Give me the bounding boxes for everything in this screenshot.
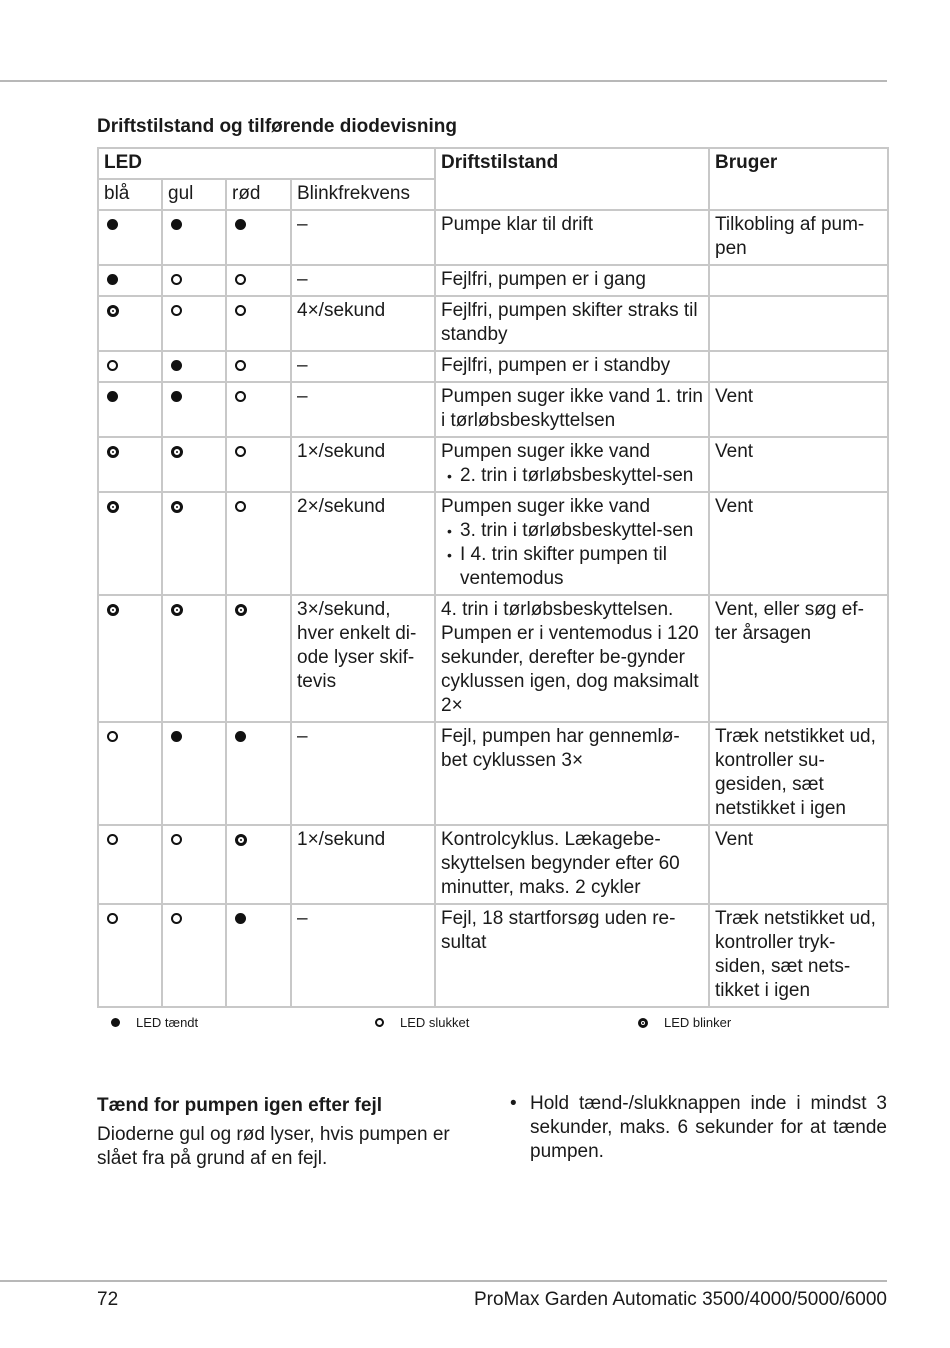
- led-blink-icon: [107, 604, 119, 616]
- led-on-icon: [171, 219, 182, 230]
- led-yellow-cell: [162, 351, 226, 382]
- table-row: [98, 296, 888, 351]
- restart-section: [97, 1094, 477, 1171]
- header-led: LED: [98, 148, 435, 179]
- blink-frequency-cell: –: [291, 210, 435, 265]
- table-row: [98, 722, 888, 825]
- bullet-icon: •: [510, 1093, 517, 1114]
- user-action-cell: Træk netstikket ud, kontroller tryk-siden, sæt nets-tikket i igen: [709, 904, 888, 1007]
- footer-rule: [0, 1280, 887, 1282]
- table-header-row: [98, 148, 888, 179]
- subheader-blink-frequency: Blinkfrekvens: [291, 179, 435, 210]
- led-yellow-cell: [162, 210, 226, 265]
- bullet-icon: •: [447, 523, 452, 539]
- legend-label: LED blinker: [664, 1015, 732, 1030]
- led-on-icon: [235, 219, 246, 230]
- table-row: [98, 351, 888, 382]
- led-off-icon: [107, 360, 118, 371]
- table-row: [98, 492, 888, 595]
- led-red-cell: [226, 210, 291, 265]
- led-yellow-cell: [162, 382, 226, 437]
- led-red-cell: [226, 904, 291, 1007]
- table-row: [98, 382, 888, 437]
- bullet-icon: •: [447, 547, 452, 563]
- operating-state-cell: [435, 210, 709, 265]
- led-red-cell: [226, 825, 291, 904]
- led-blue-cell: [98, 210, 162, 265]
- led-blink-icon: [107, 501, 119, 513]
- product-name: ProMax Garden Automatic 3500/4000/5000/6000: [473, 1289, 887, 1310]
- subheader-red: rød: [226, 179, 291, 210]
- led-blink-icon: [107, 446, 119, 458]
- user-action-cell: Vent: [709, 825, 888, 904]
- blink-frequency-cell: –: [291, 265, 435, 296]
- led-off-icon: [235, 360, 246, 371]
- led-yellow-cell: [162, 722, 226, 825]
- operating-state-text: Fejlfri, pumpen er i gang: [441, 269, 646, 290]
- table-row: [98, 825, 888, 904]
- operating-state-cell: [435, 722, 709, 825]
- header-rule: [0, 80, 887, 82]
- led-yellow-cell: [162, 595, 226, 722]
- operating-state-text: Pumpe klar til drift: [441, 214, 594, 235]
- led-yellow-cell: [162, 437, 226, 492]
- led-blink-icon: [235, 604, 247, 616]
- led-off-icon: [107, 731, 118, 742]
- table-row: [98, 265, 888, 296]
- led-red-cell: [226, 265, 291, 296]
- led-on-icon: [171, 360, 182, 371]
- led-yellow-cell: [162, 904, 226, 1007]
- led-blink-icon: [107, 305, 119, 317]
- blink-frequency-cell: –: [291, 904, 435, 1007]
- user-action-cell: Vent: [709, 492, 888, 595]
- led-blink-icon: [235, 834, 247, 846]
- led-off-icon: [171, 305, 182, 316]
- led-blue-cell: [98, 595, 162, 722]
- led-blue-cell: [98, 265, 162, 296]
- instruction-text: Hold tænd-/slukknappen inde i mindst 3 sekunder, maks. 6 sekunder for at tænde pumpen.: [530, 1093, 887, 1162]
- led-yellow-cell: [162, 825, 226, 904]
- state-bullet-text: I 4. trin skifter pumpen til ventemodus: [460, 544, 667, 589]
- led-on-icon: [111, 1018, 120, 1027]
- bullet-icon: •: [447, 468, 452, 484]
- led-red-cell: [226, 382, 291, 437]
- user-action-cell: Tilkobling af pum-pen: [709, 210, 888, 265]
- legend-item-on: [111, 1015, 198, 1030]
- operating-state-text: Kontrolcyklus. Lækagebe-skyttelsen begynder efter 60 minutter, maks. 2 cykler: [441, 829, 680, 898]
- led-blue-cell: [98, 492, 162, 595]
- led-off-icon: [107, 913, 118, 924]
- led-off-icon: [107, 834, 118, 845]
- led-red-cell: [226, 437, 291, 492]
- led-blink-icon: [171, 446, 183, 458]
- operating-state-text: Fejlfri, pumpen er i standby: [441, 355, 671, 376]
- led-blue-cell: [98, 904, 162, 1007]
- led-red-cell: [226, 492, 291, 595]
- led-red-cell: [226, 296, 291, 351]
- operating-state-text: 4. trin i tørløbsbeskyttelsen. Pumpen er i ventemodus i 120 sekunder, derefter be-gynder cyklussen igen, dog maksimalt 2×: [441, 599, 699, 716]
- led-yellow-cell: [162, 265, 226, 296]
- led-red-cell: [226, 351, 291, 382]
- operating-state-text: Fejl, pumpen har gennemlø-bet cyklussen 3×: [441, 726, 680, 771]
- led-off-icon: [171, 274, 182, 285]
- blink-frequency-cell: 1×/sekund: [291, 437, 435, 492]
- restart-instruction: [510, 1092, 887, 1164]
- operating-state-cell: [435, 296, 709, 351]
- led-on-icon: [171, 391, 182, 402]
- state-bullet: [441, 464, 703, 488]
- table-row: [98, 437, 888, 492]
- state-bullet: [441, 543, 703, 591]
- operating-state-cell: [435, 492, 709, 595]
- operating-state-text: Pumpen suger ikke vand 1. trin i tørløbsbeskyttelsen: [441, 386, 703, 431]
- led-yellow-cell: [162, 492, 226, 595]
- blink-frequency-cell: 2×/sekund: [291, 492, 435, 595]
- led-status-table: [97, 147, 889, 1008]
- legend-item-blink: [638, 1015, 731, 1030]
- table-row: [98, 904, 888, 1007]
- legend: [0, 1015, 950, 1035]
- blink-frequency-cell: 3×/sekund, hver enkelt di-ode lyser skif-tevis: [291, 595, 435, 722]
- user-action-cell: Træk netstikket ud, kontroller su-gesiden, sæt netstikket i igen: [709, 722, 888, 825]
- led-blue-cell: [98, 825, 162, 904]
- led-blue-cell: [98, 382, 162, 437]
- subheader-blue: blå: [98, 179, 162, 210]
- led-off-icon: [171, 834, 182, 845]
- table-row: [98, 595, 888, 722]
- page-footer: [97, 1289, 887, 1311]
- led-on-icon: [107, 219, 118, 230]
- led-on-icon: [107, 391, 118, 402]
- led-off-icon: [235, 501, 246, 512]
- operating-state-cell: [435, 595, 709, 722]
- state-bullet-text: 2. trin i tørløbsbeskyttel-sen: [460, 465, 694, 486]
- led-blink-icon: [171, 501, 183, 513]
- led-off-icon: [171, 913, 182, 924]
- blink-frequency-cell: –: [291, 382, 435, 437]
- user-action-cell: [709, 265, 888, 296]
- led-on-icon: [171, 731, 182, 742]
- led-yellow-cell: [162, 296, 226, 351]
- restart-text: Dioderne gul og rød lyser, hvis pumpen er slået fra på grund af en fejl.: [97, 1124, 450, 1169]
- operating-state-text: Pumpen suger ikke vand: [441, 441, 651, 462]
- led-off-icon: [235, 305, 246, 316]
- led-blink-icon: [638, 1018, 648, 1028]
- instruction-item: [510, 1092, 887, 1164]
- led-on-icon: [107, 274, 118, 285]
- operating-state-text: Pumpen suger ikke vand: [441, 496, 651, 517]
- operating-state-cell: [435, 351, 709, 382]
- table-body: [98, 210, 888, 1007]
- led-blue-cell: [98, 722, 162, 825]
- legend-item-off: [375, 1015, 469, 1030]
- blink-frequency-cell: –: [291, 351, 435, 382]
- operating-state-text: Fejlfri, pumpen skifter straks til standby: [441, 300, 698, 345]
- operating-state-cell: [435, 904, 709, 1007]
- restart-heading: Tænd for pumpen igen efter fejl: [97, 1095, 383, 1116]
- led-blue-cell: [98, 296, 162, 351]
- led-blue-cell: [98, 351, 162, 382]
- blink-frequency-cell: 1×/sekund: [291, 825, 435, 904]
- led-off-icon: [375, 1018, 384, 1027]
- header-driftstilstand: Driftstilstand: [435, 148, 709, 210]
- user-action-cell: Vent: [709, 382, 888, 437]
- led-blink-icon: [171, 604, 183, 616]
- operating-state-cell: [435, 437, 709, 492]
- operating-state-cell: [435, 825, 709, 904]
- table-row: [98, 210, 888, 265]
- user-action-cell: [709, 296, 888, 351]
- led-off-icon: [235, 391, 246, 402]
- led-on-icon: [235, 731, 246, 742]
- blink-frequency-cell: 4×/sekund: [291, 296, 435, 351]
- led-off-icon: [235, 274, 246, 285]
- operating-state-cell: [435, 265, 709, 296]
- section-title: Driftstilstand og tilførende diodevisning: [97, 116, 457, 137]
- state-bullet-text: 3. trin i tørløbsbeskyttel-sen: [460, 520, 694, 541]
- user-action-cell: Vent, eller søg ef-ter årsagen: [709, 595, 888, 722]
- led-blue-cell: [98, 437, 162, 492]
- user-action-cell: [709, 351, 888, 382]
- led-red-cell: [226, 722, 291, 825]
- led-on-icon: [235, 913, 246, 924]
- led-red-cell: [226, 595, 291, 722]
- state-bullet: [441, 519, 703, 543]
- legend-label: LED tændt: [136, 1015, 199, 1030]
- legend-label: LED slukket: [400, 1015, 470, 1030]
- subheader-yellow: gul: [162, 179, 226, 210]
- user-action-cell: Vent: [709, 437, 888, 492]
- header-bruger: Bruger: [709, 148, 888, 210]
- page-number: 72: [97, 1289, 119, 1310]
- led-off-icon: [235, 446, 246, 457]
- operating-state-cell: [435, 382, 709, 437]
- blink-frequency-cell: –: [291, 722, 435, 825]
- operating-state-text: Fejl, 18 startforsøg uden re-sultat: [441, 908, 676, 953]
